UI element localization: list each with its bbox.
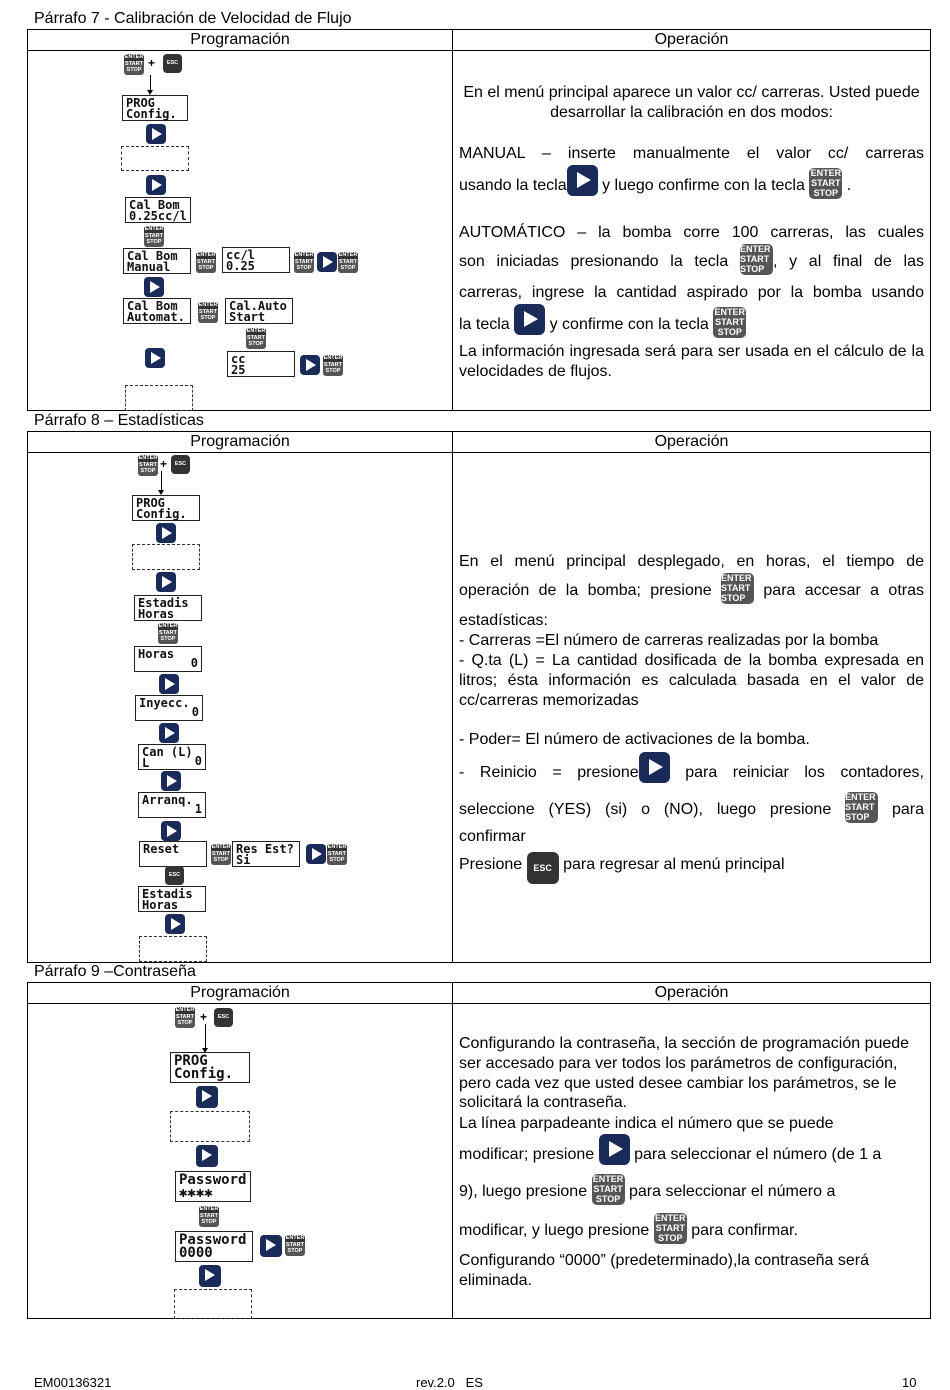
paragraph: carreras, ingrese la cantidad aspirado por la bomba usando <box>459 284 924 301</box>
lcd-display: Res Est? Si <box>232 841 300 867</box>
paragraph: Presione ESC para regresar al menú principal <box>459 849 924 884</box>
arrow-right-key <box>300 355 320 375</box>
lcd-display: cc 25 <box>227 351 295 377</box>
arrow-right-key <box>146 175 166 195</box>
enter-start-stop-key: ENTER START STOP <box>323 355 343 374</box>
list-item: - Q.ta (L) = La cantidad dosificada de la bomba expresada en litros; ésta información es calculada basada en el valor de cc/carreras memorizadas <box>459 652 924 709</box>
lcd-display: Cal Bom 0.25cc/l <box>125 197 191 223</box>
lcd-display: Password 0000 <box>175 1231 253 1262</box>
enter-start-stop-key: ENTER START STOP <box>721 573 754 604</box>
operation-text <box>453 1004 930 1318</box>
footer-doc-number: EM00136321 <box>34 1375 112 1390</box>
lcd-display: Estadis Horas <box>134 595 202 621</box>
footer-revision: rev.2.0 ES <box>416 1375 483 1390</box>
enter-start-stop-key: ENTER START STOP <box>124 54 144 73</box>
arrow-right-key <box>567 165 598 196</box>
lcd-display: cc/l 0.25 <box>222 247 290 273</box>
arrow-right-key <box>146 124 166 144</box>
arrow-right-key <box>196 1145 218 1167</box>
arrow-right-key <box>159 723 179 743</box>
enter-start-stop-key: ENTER START STOP <box>246 328 266 347</box>
paragraph: usando la tecla y luego confirme con la tecla ENTER START STOP . <box>459 165 924 201</box>
enter-start-stop-key: ENTER START STOP <box>196 252 216 271</box>
arrow-right-key <box>260 1235 282 1257</box>
paragraph: operación de la bomba; presione ENTER START STOP para accesar a otras <box>459 573 924 603</box>
lcd-display: Cal Bom Manual <box>123 248 191 274</box>
enter-start-stop-key: ENTER START STOP <box>592 1174 624 1204</box>
paragraph: AUTOMÁTICO – la bomba corre 100 carreras, las cuales <box>459 224 924 241</box>
lcd-display: PROG Config. <box>132 495 200 521</box>
plus-sign: + <box>160 457 168 471</box>
paragraph: modificar, y luego presione ENTER START STOP para confirmar. <box>459 1213 798 1243</box>
lcd-display: Can (L) L 0 <box>138 744 206 770</box>
column-header-programacion: Programación <box>190 31 290 48</box>
column-header-programacion: Programación <box>190 433 290 450</box>
plus-sign: + <box>200 1010 208 1024</box>
esc-key: ESC <box>527 852 559 884</box>
lcd-display: Password ✱✱✱✱ <box>175 1171 251 1202</box>
enter-start-stop-key: ENTER START STOP <box>285 1235 305 1254</box>
enter-start-stop-key: ENTER START STOP <box>714 307 745 337</box>
enter-start-stop-key: ENTER START STOP <box>740 244 773 275</box>
footer-page-number: 10 <box>902 1375 917 1390</box>
section-heading: Párrafo 7 - Calibración de Velocidad de Flujo <box>34 10 352 27</box>
enter-start-stop-key: ENTER START STOP <box>845 792 878 823</box>
paragraph: la tecla y confirme con la tecla ENTER START STOP <box>459 304 924 340</box>
enter-start-stop-key: ENTER START STOP <box>144 226 164 245</box>
arrow-right-key <box>199 1265 221 1287</box>
enter-start-stop-key: ENTER START STOP <box>211 844 231 863</box>
column-header-programacion: Programación <box>190 984 290 1001</box>
arrow-right-key <box>306 844 326 864</box>
dashed-placeholder <box>174 1289 252 1319</box>
lcd-display: Reset <box>139 841 207 867</box>
lcd-display: Inyecc. 0 <box>135 695 203 721</box>
programming-diagram <box>28 51 452 410</box>
paragraph: - Reinicio = presione para reiniciar los contadores, <box>459 752 924 788</box>
lcd-display: Cal.Auto Start <box>225 298 293 324</box>
paragraph: Configurando la contraseña, la sección de programación puede ser accesado para ver todos los parámetros de configuración, pero cada vez que usted desee cambiar los parámetros, se le solicitará la contraseña. <box>459 1035 910 1112</box>
lcd-display: Cal Bom Automat. <box>123 298 191 324</box>
lcd-display: Horas 0 <box>134 646 202 672</box>
arrow-right-key <box>599 1134 630 1165</box>
esc-key: ESC <box>165 866 184 885</box>
arrow-right-key <box>317 252 337 272</box>
paragraph: En el menú principal desplegado, en horas, el tiempo de <box>459 553 924 570</box>
dashed-placeholder <box>125 385 193 411</box>
enter-start-stop-key: ENTER START STOP <box>338 252 358 271</box>
operation-text <box>453 453 930 962</box>
paragraph: 9), luego presione ENTER START STOP para seleccionar el número a <box>459 1174 836 1204</box>
lcd-display: Estadis Horas <box>138 886 206 912</box>
enter-start-stop-key: ENTER START STOP <box>198 302 218 321</box>
enter-start-stop-key: ENTER START STOP <box>138 455 158 474</box>
section-table <box>27 29 931 411</box>
paragraph: confirmar <box>459 828 526 845</box>
enter-start-stop-key: ENTER START STOP <box>327 844 347 863</box>
enter-start-stop-key: ENTER START STOP <box>158 623 178 642</box>
dashed-placeholder <box>121 146 189 171</box>
paragraph: Configurando “0000” (predeterminado),la contraseña será eliminada. <box>459 1252 870 1289</box>
list-item: - Poder= El número de activaciones de la bomba. <box>459 731 810 748</box>
section-heading: Párrafo 8 – Estadísticas <box>34 412 204 429</box>
arrow-right-key <box>159 674 179 694</box>
enter-start-stop-key: ENTER START STOP <box>810 168 842 198</box>
plus-sign: + <box>148 56 156 70</box>
enter-start-stop-key: ENTER START STOP <box>175 1007 195 1026</box>
programming-diagram <box>28 1004 452 1318</box>
arrow-right-key <box>165 914 185 934</box>
paragraph: estadísticas: <box>459 612 548 629</box>
section-heading: Párrafo 9 –Contraseña <box>34 963 196 980</box>
arrow-right-key <box>156 523 176 543</box>
operation-text <box>453 51 930 410</box>
enter-start-stop-key: ENTER START STOP <box>294 252 314 271</box>
section-table <box>27 982 931 1319</box>
arrow-right-key <box>156 572 176 592</box>
arrow-right-key <box>144 277 164 297</box>
paragraph: MANUAL – inserte manualmente el valor cc/ carreras <box>459 145 924 162</box>
esc-key: ESC <box>163 54 182 73</box>
column-header-operacion: Operación <box>654 984 729 1001</box>
arrow-right-key <box>161 771 181 791</box>
enter-start-stop-key: ENTER START STOP <box>655 1213 686 1243</box>
lcd-display: PROG Config. <box>170 1052 250 1083</box>
paragraph: La línea parpadeante indica el número que se puede <box>459 1115 834 1132</box>
dashed-placeholder <box>170 1111 250 1142</box>
arrow-right-key <box>514 304 545 335</box>
column-header-operacion: Operación <box>654 433 729 450</box>
section-table <box>27 431 931 963</box>
esc-key: ESC <box>214 1008 233 1027</box>
enter-start-stop-key: ENTER START STOP <box>199 1206 219 1225</box>
lcd-display: Arranq. 1 <box>138 792 206 818</box>
dashed-placeholder <box>132 544 200 570</box>
column-header-operacion: Operación <box>654 31 729 48</box>
paragraph: modificar; presione para seleccionar el número (de 1 a <box>459 1134 924 1170</box>
arrow-right-key <box>161 821 181 841</box>
arrow-right-key <box>196 1086 218 1108</box>
paragraph: La información ingresada será para ser usada en el cálculo de la velocidades de flujos. <box>459 343 924 380</box>
dashed-placeholder <box>139 936 207 962</box>
lcd-display: PROG Config. <box>122 95 188 121</box>
esc-key: ESC <box>171 455 190 474</box>
paragraph: seleccione (YES) (si) o (NO), luego presione ENTER START STOP para <box>459 792 924 822</box>
paragraph: En el menú principal aparece un valor cc/ carreras. Usted puede desarrollar la calibración en dos modos: <box>463 84 920 121</box>
programming-diagram <box>28 453 452 962</box>
list-item: - Carreras =El número de carreras realizadas por la bomba <box>459 632 879 649</box>
arrow-right-key <box>639 752 670 783</box>
arrow-right-key <box>145 348 165 368</box>
paragraph: son iniciadas presionando la tecla ENTER START STOP , y al final de las <box>459 244 924 274</box>
